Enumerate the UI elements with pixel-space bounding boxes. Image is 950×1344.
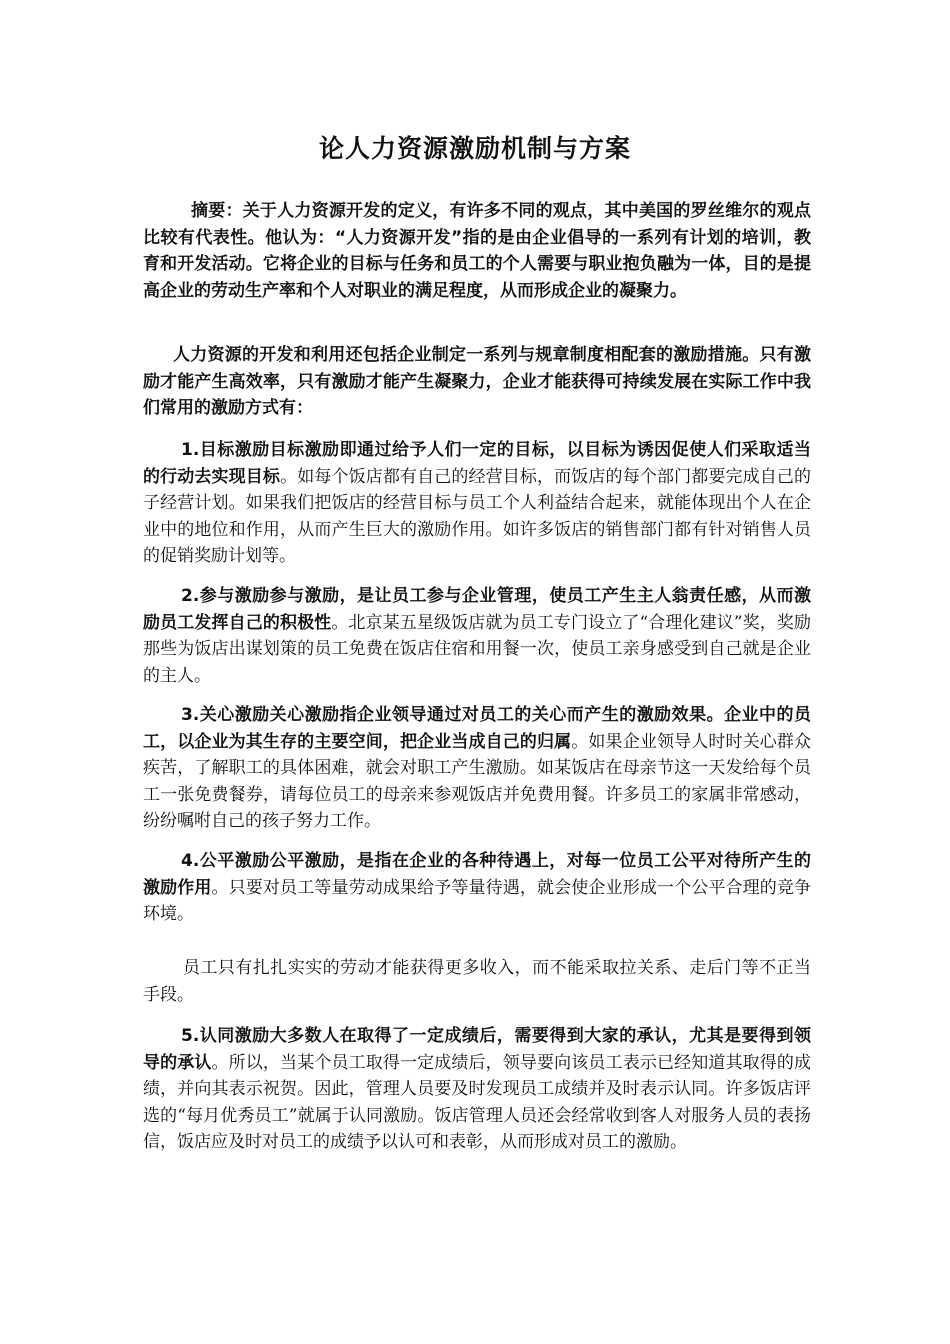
item-lead: 2.参与激励参与激励，是让员工参与企业管理，使员工产生主人翁责任感，从而激励员工发挥自己的积极性 — [143, 586, 811, 633]
item-body: 。如果企业领导人时时关心群众疾苦，了解职工的具体困难，就会对职工产生激励。如某饭店在母亲节这一天发给每个员工一张免费餐券，请每位员工的母亲来参观饭店并免费用餐。许多员工的家属非常感动，纷纷嘱咐自己的孩子努力工作。 — [143, 731, 812, 831]
item-lead: 3.关心激励关心激励指企业领导通过对员工的关心而产生的激励效果。企业中的员工，以企业为其生存的主要空间，把企业当成自己的归属 — [143, 705, 811, 752]
item-lead: 1.目标激励目标激励即通过给予人们一定的目标，以目标为诱因促使人们采取适当的行动去实现目标 — [143, 440, 811, 487]
item-body: 。北京某五星级饭店就为员工专门设立了“合理化建议”奖，奖励那些为饭店出谋划策的员工免费在饭店住宿和用餐一次，使员工亲身感受到自己就是企业的主人。 — [143, 612, 812, 686]
item-body: 。如每个饭店都有自己的经营目标，而饭店的每个部门都要完成自己的子经营计划。如果我们把饭店的经营目标与员工个人利益结合起来，就能体现出个人在企业中的地位和作用，从而产生巨大的激励作用。如许多饭店的销售部门都有针对销售人员的促销奖励计划等。 — [143, 466, 812, 566]
item-lead: 4.公平激励公平激励，是指在企业的各种待遇上，对每一位员工公平对待所产生的激励作用 — [143, 851, 811, 898]
document-title: 论人力资源激励机制与方案 — [318, 134, 631, 163]
item-paragraph-participation — [143, 583, 811, 689]
item-paragraph-goal — [143, 437, 811, 570]
item-paragraph-recognition — [143, 1023, 811, 1156]
item-body: 。只要对员工等量劳动成果给予等量待遇，就会使企业形成一个公平合理的竞争环境。 — [143, 877, 812, 924]
abstract-paragraph: 摘要：关于人力资源开发的定义，有许多不同的观点，其中美国的罗丝维尔的观点比较有代表性。他认为：“人力资源开发”指的是由企业倡导的一系列有计划的培训，教育和开发活动。它将企业的目标与任务和员工的个人需要与职业抱负融为一体，目的是提高企业的劳动生产率和个人对职业的满足程度，从而形成企业的凝聚力。 — [143, 201, 811, 301]
note-paragraph: 员工只有扎扎实实的劳动才能获得更多收入，而不能采取拉关系、走后门等不正当手段。 — [143, 958, 811, 1005]
item-paragraph-fairness — [143, 848, 811, 928]
intro-paragraph: 人力资源的开发和利用还包括企业制定一系列与规章制度相配套的激励措施。只有激励才能产生高效率，只有激励才能产生凝聚力，企业才能获得可持续发展在实际工作中我们常用的激励方式有： — [143, 345, 811, 418]
item-lead: 5.认同激励大多数人在取得了一定成绩后，需要得到大家的承认，尤其是要得到领导的承认 — [143, 1026, 811, 1073]
item-body: 。所以，当某个员工取得一定成绩后，领导要向该员工表示已经知道其取得的成绩，并向其表示祝贺。因此，管理人员要及时发现员工成绩并及时表示认同。许多饭店评选的“每月优秀员工”就属于认同激励。饭店管理人员还会经常收到客人对服务人员的表扬信，饭店应及时对员工的成绩予以认可和表彰，从而形成对员工的激励。 — [143, 1052, 812, 1152]
item-paragraph-care — [143, 702, 811, 835]
